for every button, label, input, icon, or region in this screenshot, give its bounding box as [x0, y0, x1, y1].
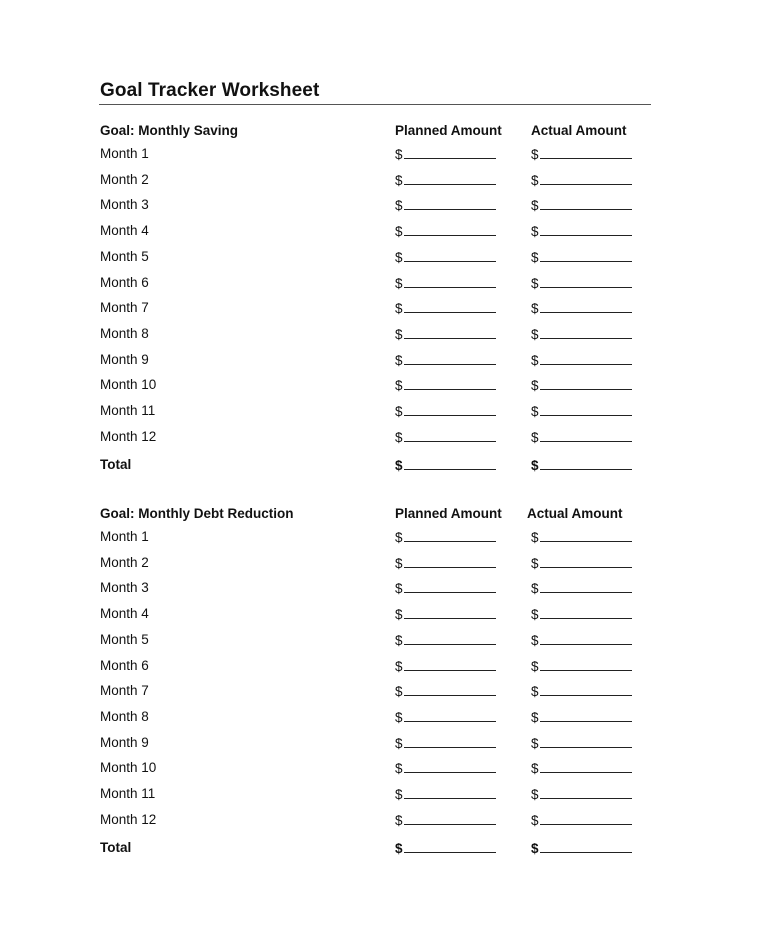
- currency-symbol: $: [531, 301, 539, 317]
- month-label: Month 12: [100, 428, 157, 444]
- planned-amount-field[interactable]: [395, 457, 496, 473]
- blank-line: [404, 377, 496, 390]
- blank-line: [404, 709, 496, 722]
- section-header-row: [0, 506, 761, 526]
- planned-amount-field[interactable]: [395, 735, 496, 751]
- month-row: [0, 223, 761, 243]
- blank-line: [540, 632, 632, 645]
- planned-amount-field[interactable]: [395, 580, 496, 596]
- actual-amount-field[interactable]: [531, 709, 632, 725]
- currency-symbol: $: [395, 607, 403, 623]
- blank-line: [540, 457, 632, 470]
- actual-amount-field[interactable]: [531, 275, 632, 291]
- month-row: [0, 760, 761, 780]
- month-row: [0, 735, 761, 755]
- currency-symbol: $: [395, 530, 403, 545]
- month-row: [0, 606, 761, 626]
- total-label: Total: [100, 840, 132, 856]
- currency-symbol: $: [531, 275, 539, 291]
- blank-line: [540, 555, 632, 568]
- month-row: [0, 555, 761, 575]
- planned-amount-header: Planned Amount: [395, 123, 502, 138]
- month-row: [0, 377, 761, 397]
- planned-amount-field[interactable]: [395, 709, 496, 725]
- blank-line: [404, 197, 496, 210]
- actual-amount-field[interactable]: [531, 580, 632, 596]
- planned-amount-field[interactable]: [395, 760, 496, 776]
- blank-line: [404, 786, 496, 799]
- month-row: [0, 352, 761, 372]
- actual-amount-field[interactable]: [531, 812, 632, 828]
- currency-symbol: $: [395, 555, 403, 571]
- currency-symbol: $: [395, 429, 403, 445]
- actual-amount-field[interactable]: [531, 429, 632, 445]
- currency-symbol: $: [395, 147, 403, 162]
- blank-line: [404, 606, 496, 619]
- currency-symbol: $: [395, 301, 403, 317]
- actual-amount-field[interactable]: [531, 223, 632, 239]
- month-label: Month 9: [100, 734, 149, 750]
- blank-line: [540, 172, 632, 185]
- planned-amount-field[interactable]: [395, 429, 496, 445]
- month-label: Month 11: [100, 786, 156, 801]
- currency-symbol: $: [531, 735, 539, 751]
- title-divider: [99, 104, 651, 105]
- blank-line: [404, 529, 496, 542]
- blank-line: [404, 555, 496, 568]
- blank-line: [404, 735, 496, 748]
- actual-amount-field[interactable]: [531, 300, 632, 316]
- blank-line: [404, 249, 496, 262]
- total-row: [0, 840, 761, 860]
- currency-symbol: $: [531, 198, 539, 214]
- actual-amount-header: Actual Amount: [527, 506, 623, 521]
- planned-amount-field[interactable]: [395, 326, 496, 342]
- actual-amount-field[interactable]: [531, 352, 632, 368]
- currency-symbol: $: [531, 326, 539, 342]
- currency-symbol: $: [531, 632, 539, 648]
- planned-amount-field[interactable]: [395, 840, 496, 856]
- month-label: Month 1: [100, 529, 149, 544]
- month-label: Month 2: [100, 554, 149, 570]
- month-row: [0, 403, 761, 423]
- month-label: Month 4: [100, 223, 149, 239]
- blank-line: [404, 403, 496, 416]
- blank-line: [404, 658, 496, 671]
- currency-symbol: $: [395, 812, 403, 828]
- planned-amount-field[interactable]: [395, 172, 496, 188]
- blank-line: [540, 429, 632, 442]
- blank-line: [540, 840, 632, 853]
- currency-symbol: $: [395, 458, 403, 474]
- month-row: [0, 146, 761, 166]
- currency-symbol: $: [531, 841, 539, 857]
- planned-amount-field[interactable]: [395, 555, 496, 571]
- month-label: Month 1: [100, 146, 149, 161]
- currency-symbol: $: [395, 761, 403, 777]
- currency-symbol: $: [531, 249, 539, 265]
- actual-amount-field[interactable]: [531, 457, 632, 473]
- blank-line: [540, 812, 632, 825]
- blank-line: [404, 429, 496, 442]
- blank-line: [404, 352, 496, 365]
- planned-amount-field[interactable]: [395, 812, 496, 828]
- planned-amount-field[interactable]: [395, 300, 496, 316]
- month-row: [0, 249, 761, 269]
- currency-symbol: $: [531, 812, 539, 828]
- blank-line: [540, 580, 632, 593]
- blank-line: [404, 275, 496, 288]
- actual-amount-field[interactable]: [531, 683, 632, 699]
- month-row: [0, 429, 761, 449]
- currency-symbol: $: [395, 352, 403, 368]
- month-label: Month 7: [100, 683, 149, 699]
- month-label: Month 6: [100, 657, 149, 673]
- actual-amount-field[interactable]: [531, 249, 632, 265]
- currency-symbol: $: [531, 530, 539, 545]
- blank-line: [404, 146, 496, 159]
- planned-amount-field[interactable]: [395, 786, 496, 802]
- month-label: Month 11: [100, 403, 156, 418]
- blank-line: [404, 457, 496, 470]
- blank-line: [404, 172, 496, 185]
- currency-symbol: $: [531, 352, 539, 368]
- blank-line: [540, 403, 632, 416]
- planned-amount-field[interactable]: [395, 197, 496, 213]
- planned-amount-field[interactable]: [395, 658, 496, 674]
- actual-amount-field[interactable]: [531, 403, 632, 419]
- goal-label: Goal: Monthly Debt Reduction: [100, 506, 294, 521]
- month-label: Month 4: [100, 606, 149, 622]
- blank-line: [540, 326, 632, 339]
- currency-symbol: $: [395, 735, 403, 751]
- month-row: [0, 786, 761, 806]
- planned-amount-field[interactable]: [395, 377, 496, 393]
- month-label: Month 12: [100, 811, 157, 827]
- actual-amount-field[interactable]: [531, 606, 632, 622]
- currency-symbol: $: [531, 607, 539, 623]
- currency-symbol: $: [531, 458, 539, 474]
- currency-symbol: $: [395, 198, 403, 214]
- month-row: [0, 580, 761, 600]
- currency-symbol: $: [395, 224, 403, 240]
- blank-line: [540, 223, 632, 236]
- currency-symbol: $: [395, 684, 403, 700]
- month-row: [0, 275, 761, 295]
- currency-symbol: $: [531, 378, 539, 394]
- actual-amount-field[interactable]: [531, 197, 632, 213]
- blank-line: [540, 275, 632, 288]
- actual-amount-header: Actual Amount: [531, 123, 627, 138]
- month-label: Month 2: [100, 171, 149, 187]
- currency-symbol: $: [531, 429, 539, 445]
- blank-line: [540, 377, 632, 390]
- blank-line: [540, 249, 632, 262]
- currency-symbol: $: [395, 404, 403, 419]
- month-label: Month 6: [100, 274, 149, 290]
- planned-amount-field[interactable]: [395, 275, 496, 291]
- currency-symbol: $: [531, 684, 539, 700]
- actual-amount-field[interactable]: [531, 326, 632, 342]
- actual-amount-field[interactable]: [531, 146, 632, 162]
- currency-symbol: $: [395, 172, 403, 188]
- month-row: [0, 812, 761, 832]
- actual-amount-field[interactable]: [531, 760, 632, 776]
- month-row: [0, 326, 761, 346]
- page-title: Goal Tracker Worksheet: [100, 80, 320, 101]
- currency-symbol: $: [395, 326, 403, 342]
- total-label: Total: [100, 457, 132, 473]
- blank-line: [540, 300, 632, 313]
- blank-line: [540, 352, 632, 365]
- currency-symbol: $: [531, 658, 539, 674]
- currency-symbol: $: [395, 249, 403, 265]
- currency-symbol: $: [531, 761, 539, 777]
- month-row: [0, 632, 761, 652]
- blank-line: [540, 197, 632, 210]
- goal-label: Goal: Monthly Saving: [100, 123, 239, 138]
- currency-symbol: $: [395, 787, 403, 802]
- actual-amount-field[interactable]: [531, 658, 632, 674]
- currency-symbol: $: [531, 172, 539, 188]
- planned-amount-field[interactable]: [395, 529, 496, 545]
- blank-line: [404, 300, 496, 313]
- currency-symbol: $: [531, 581, 539, 597]
- blank-line: [540, 529, 632, 542]
- planned-amount-field[interactable]: [395, 606, 496, 622]
- month-label: Month 9: [100, 351, 149, 367]
- currency-symbol: $: [531, 555, 539, 571]
- month-label: Month 8: [100, 325, 149, 341]
- planned-amount-field[interactable]: [395, 403, 496, 419]
- blank-line: [404, 632, 496, 645]
- currency-symbol: $: [395, 841, 403, 857]
- month-label: Month 5: [100, 631, 149, 647]
- currency-symbol: $: [395, 658, 403, 674]
- currency-symbol: $: [531, 404, 539, 419]
- planned-amount-field[interactable]: [395, 632, 496, 648]
- currency-symbol: $: [395, 378, 403, 394]
- actual-amount-field[interactable]: [531, 529, 632, 545]
- currency-symbol: $: [531, 224, 539, 240]
- blank-line: [540, 735, 632, 748]
- actual-amount-field[interactable]: [531, 735, 632, 751]
- blank-line: [404, 812, 496, 825]
- month-row: [0, 658, 761, 678]
- blank-line: [540, 786, 632, 799]
- planned-amount-field[interactable]: [395, 249, 496, 265]
- blank-line: [404, 580, 496, 593]
- month-row: [0, 172, 761, 192]
- actual-amount-field[interactable]: [531, 632, 632, 648]
- blank-line: [540, 606, 632, 619]
- month-label: Month 3: [100, 197, 149, 213]
- blank-line: [404, 760, 496, 773]
- actual-amount-field[interactable]: [531, 786, 632, 802]
- blank-line: [540, 658, 632, 671]
- month-row: [0, 197, 761, 217]
- actual-amount-field[interactable]: [531, 172, 632, 188]
- blank-line: [404, 683, 496, 696]
- planned-amount-field[interactable]: [395, 352, 496, 368]
- blank-line: [404, 223, 496, 236]
- total-row: [0, 457, 761, 477]
- currency-symbol: $: [395, 275, 403, 291]
- planned-amount-field[interactable]: [395, 223, 496, 239]
- currency-symbol: $: [395, 709, 403, 725]
- blank-line: [404, 840, 496, 853]
- currency-symbol: $: [531, 147, 539, 162]
- blank-line: [540, 709, 632, 722]
- actual-amount-field[interactable]: [531, 555, 632, 571]
- month-label: Month 10: [100, 760, 157, 776]
- currency-symbol: $: [531, 787, 539, 802]
- planned-amount-header: Planned Amount: [395, 506, 502, 521]
- planned-amount-field[interactable]: [395, 683, 496, 699]
- currency-symbol: $: [531, 709, 539, 725]
- month-row: [0, 300, 761, 320]
- blank-line: [540, 146, 632, 159]
- month-label: Month 5: [100, 248, 149, 264]
- blank-line: [540, 683, 632, 696]
- planned-amount-field[interactable]: [395, 146, 496, 162]
- currency-symbol: $: [395, 581, 403, 597]
- month-row: [0, 709, 761, 729]
- month-label: Month 8: [100, 708, 149, 724]
- month-label: Month 10: [100, 377, 157, 393]
- currency-symbol: $: [395, 632, 403, 648]
- month-row: [0, 529, 761, 549]
- blank-line: [540, 760, 632, 773]
- actual-amount-field[interactable]: [531, 840, 632, 856]
- section-header-row: [0, 123, 761, 143]
- month-row: [0, 683, 761, 703]
- month-label: Month 7: [100, 300, 149, 316]
- blank-line: [404, 326, 496, 339]
- month-label: Month 3: [100, 580, 149, 596]
- actual-amount-field[interactable]: [531, 377, 632, 393]
